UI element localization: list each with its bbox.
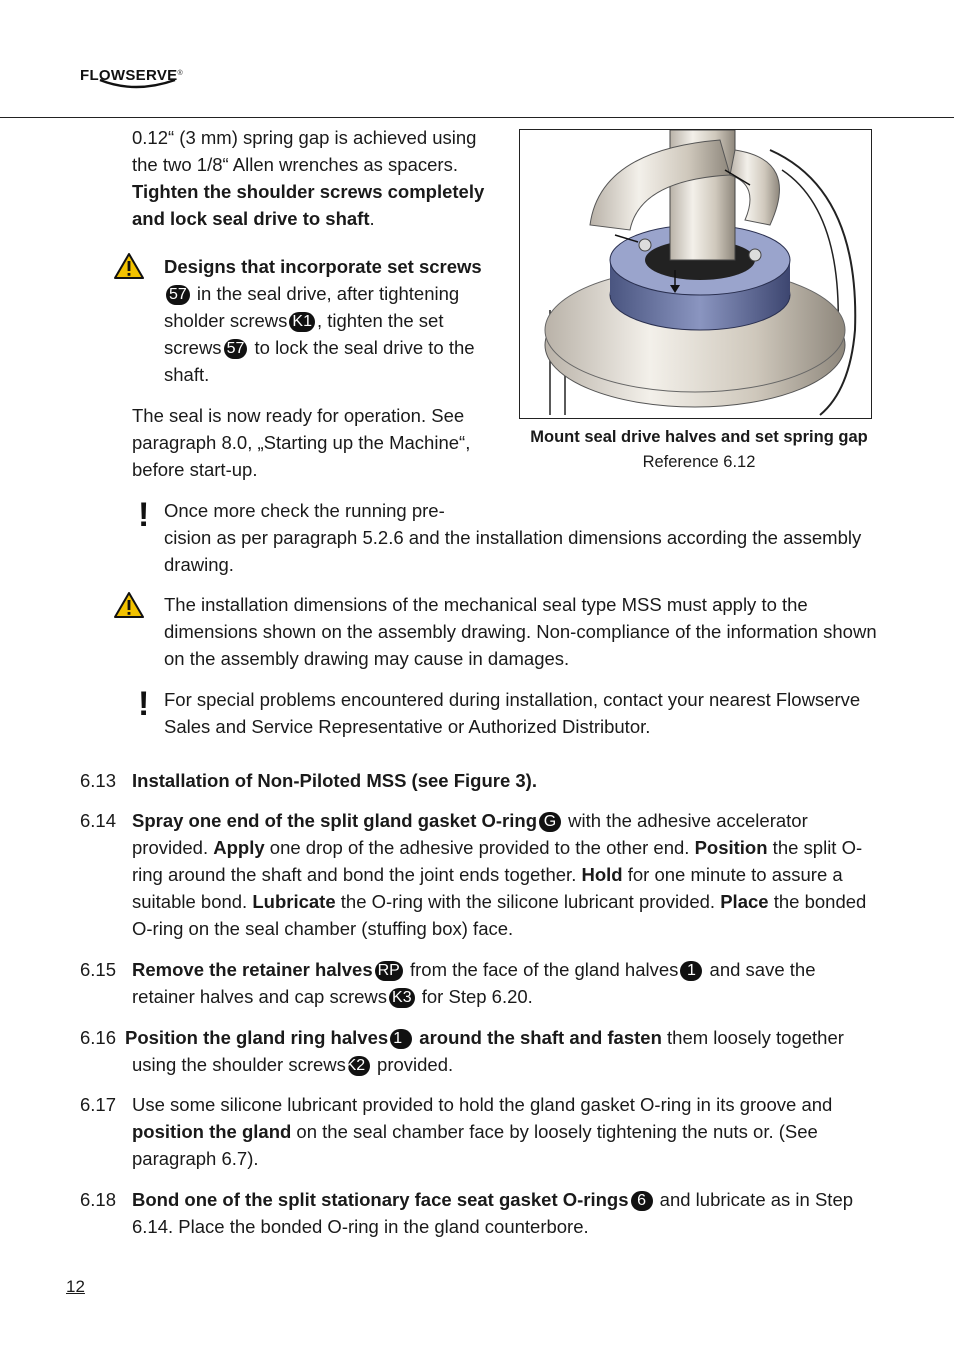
step-6-15: 6.15 Remove the retainer halves RP from the face of the gland halves 1 and save the retainer halves and cap screws K3 for Step 6.20.	[80, 959, 816, 1007]
caution-exclamation-icon: !	[138, 496, 150, 534]
ref-badge: K2	[348, 1056, 370, 1076]
step-6-16: 6.16 Position the gland ring halves 1 around the shaft and fasten them loosely together using the shoulder screwsK2 provided.	[80, 1027, 844, 1075]
header-rule	[0, 117, 954, 118]
ref-badge: G	[539, 812, 561, 832]
figure-caption-title: Mount seal drive halves and set spring gap	[530, 428, 868, 446]
intro-paragraph: 0.12“ (3 mm) spring gap is achieved using the two 1/8“ Allen wrenches as spacers. Tighten the shoulder screws completely and lock seal drive to shaft.	[132, 127, 485, 229]
warning-triangle-icon	[114, 252, 144, 280]
logo-registered-mark: ®	[177, 70, 183, 77]
warning-installation-dimensions: The installation dimensions of the mechanical seal type MSS must apply to the dimensions shown on the assembly drawing. Non-compliance of the information shown on the assembly drawing may cause in damages.	[164, 594, 877, 669]
caution-exclamation-icon: !	[138, 685, 150, 723]
page-number: 12	[66, 1277, 85, 1296]
ref-badge: RP	[375, 961, 403, 981]
ref-badge: 6	[631, 1191, 653, 1211]
seal-drive-figure	[519, 129, 872, 419]
ref-badge: 1	[680, 961, 702, 981]
note-special-problems: For special problems encountered during installation, contact your nearest Flowserve Sales and Service Representative or Authorized Distributor.	[164, 689, 861, 737]
step-6-13: 6.13 Installation of Non-Piloted MSS (see Figure 3).	[80, 770, 537, 791]
note-running-precision-text: cision as per paragraph 5.2.6 and the installation dimensions according the assembly drawing.	[164, 527, 862, 575]
flowserve-logo	[80, 60, 190, 96]
warning-set-screws: Designs that incorporate set screws 57 in the seal drive, after tightening sholder screws K1 , tighten the set screws 57 to lock the seal drive to the shaft.	[164, 256, 482, 385]
ref-badge: 57	[166, 285, 190, 305]
seal-drive-illustration	[520, 130, 870, 417]
figure-caption-reference: Reference 6.12	[642, 453, 756, 471]
step-6-17: 6.17 Use some silicone lubricant provided to hold the gland gasket O-ring in its groove and position the gland on the seal chamber face by loosely tightening the nuts or. (See paragraph 6.7).	[80, 1094, 833, 1169]
warning-triangle-icon	[114, 591, 144, 619]
step-6-14: 6.14 Spray one end of the split gland gasket O-ring G with the adhesive accelerator provided. Apply one drop of the adhesive provided to the other end. Position the split O-ring around the shaft and bond the joint ends together. Hold for one minute to assure a suitable bond. Lubricate the O-ring with the silicone lubricant provided. Place the bonded O-ring on the seal chamber (stuffing box) face.	[80, 810, 867, 939]
note-running-precision-line1: Once more check the running pre-	[164, 500, 445, 521]
logo-swoosh-icon	[80, 78, 190, 92]
ready-paragraph: The seal is now ready for operation. See paragraph 8.0, „Starting up the Machine“, before start-up.	[132, 405, 471, 480]
ref-badge: K3	[389, 988, 415, 1008]
ref-badge: 1	[390, 1029, 412, 1049]
logo-text: FLOWSERVE	[80, 67, 178, 84]
ref-badge: 57	[224, 339, 248, 359]
ref-badge: K1	[289, 312, 315, 332]
step-6-18: 6.18 Bond one of the split stationary face seat gasket O-rings 6 and lubricate as in Step 6.14. Place the bonded O-ring in the gland counterbore.	[80, 1189, 854, 1237]
